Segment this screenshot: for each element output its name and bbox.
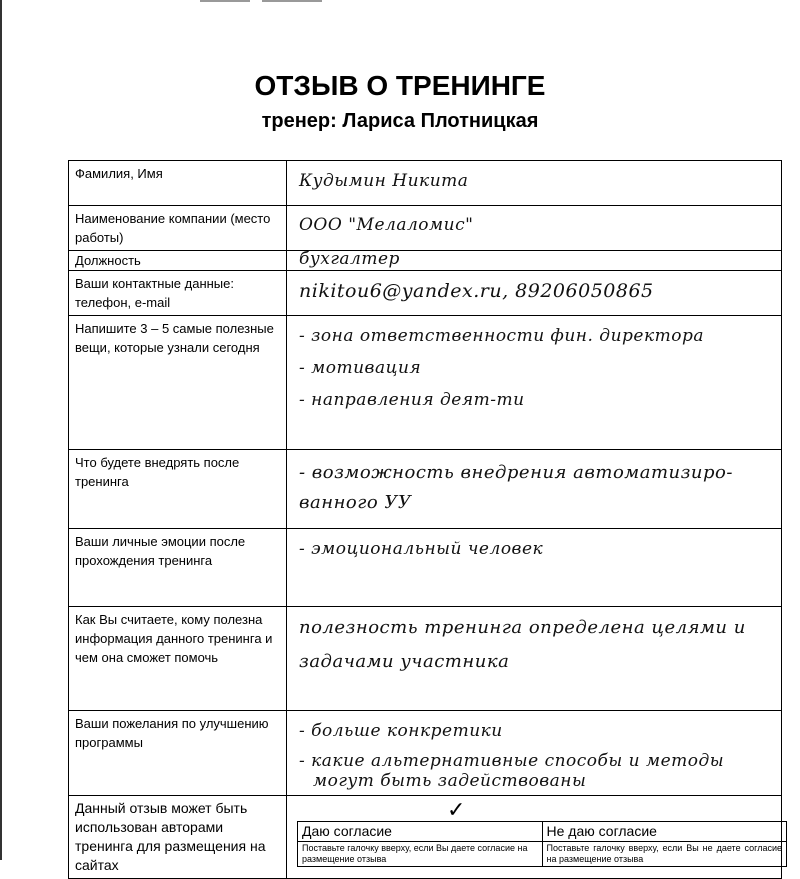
handwritten-answer: - какие альтернативные способы и методы (299, 751, 725, 771)
field-label: Напишите 3 – 5 самые полезные вещи, которые узнали сегодня (69, 316, 287, 450)
feedback-form-table (68, 160, 782, 879)
field-label: Ваши личные эмоции после прохождения тренинга (69, 529, 287, 607)
field-label: Наименование компании (место работы) (69, 206, 287, 251)
handwritten-answer: - эмоциональный человек (299, 539, 544, 559)
form-row-contacts (69, 271, 782, 316)
field-value[interactable] (287, 161, 782, 206)
field-label: Ваши пожелания по улучшению программы (69, 711, 287, 796)
consent-table (297, 821, 787, 867)
form-row-position (69, 251, 782, 271)
handwritten-answer: ванного УУ (299, 492, 412, 513)
form-row-name (69, 161, 782, 206)
handwritten-answer: могут быть задействованы (313, 771, 587, 791)
form-row-emotions (69, 529, 782, 607)
handwritten-answer: - возможность внедрения автоматизиро- (299, 462, 733, 483)
handwritten-answer: - зона ответственности фин. директора (299, 326, 704, 346)
handwritten-answer: ООО "Мелаломис" (299, 215, 474, 235)
field-value[interactable] (287, 607, 782, 711)
field-label: Ваши контактные данные: телефон, e-mail (69, 271, 287, 316)
field-value[interactable] (287, 206, 782, 251)
page-title: ОТЗЫВ О ТРЕНИНГЕ (254, 70, 546, 101)
field-label: Должность (69, 251, 287, 271)
handwritten-answer: полезность тренинга определена целями и (299, 617, 746, 638)
field-label: Что будете внедрять после тренинга (69, 450, 287, 529)
field-label: Как Вы считаете, кому полезна информация данного тренинга и чем она сможет помочь (69, 607, 287, 711)
field-label: Данный отзыв может быть использован авторами тренинга для размещения на сайтах (69, 796, 287, 879)
field-value[interactable] (287, 316, 782, 450)
field-value[interactable] (287, 450, 782, 529)
handwritten-answer: бухгалтер (299, 249, 400, 269)
form-row-usefulness (69, 607, 782, 711)
check-mark-icon: ✓ (447, 798, 466, 823)
field-value[interactable] (287, 529, 782, 607)
field-label: Фамилия, Имя (69, 161, 287, 206)
form-row-company (69, 206, 782, 251)
consent-disagree-option[interactable]: Не даю согласие (542, 822, 787, 842)
field-value (287, 796, 782, 879)
consent-agree-hint: Поставьте галочку вверху, если Вы даете согласие на размещение отзыва (298, 842, 543, 867)
handwritten-answer: - больше конкретики (299, 721, 503, 741)
consent-disagree-hint: Поставьте галочку вверху, если Вы не даете согласие на размещение отзыва (542, 842, 787, 867)
form-row-consent (69, 796, 782, 879)
form-row-useful-things (69, 316, 782, 450)
handwritten-answer: - направления деят-ти (299, 390, 525, 410)
field-value[interactable] (287, 251, 782, 271)
field-value[interactable] (287, 711, 782, 796)
trainer-subtitle: тренер: Лариса Плотницкая (261, 110, 539, 132)
scan-mark (200, 0, 250, 2)
consent-agree-option[interactable]: Даю согласие (298, 822, 543, 842)
form-row-wishes (69, 711, 782, 796)
form-row-implement (69, 450, 782, 529)
handwritten-answer: задачами участника (299, 651, 510, 672)
handwritten-answer: nikitou6@yandex.ru, 89206050865 (299, 280, 654, 302)
handwritten-answer: Кудымин Никита (299, 171, 469, 191)
handwritten-answer: - мотивация (299, 358, 422, 378)
scan-mark (262, 0, 322, 2)
field-value[interactable] (287, 271, 782, 316)
